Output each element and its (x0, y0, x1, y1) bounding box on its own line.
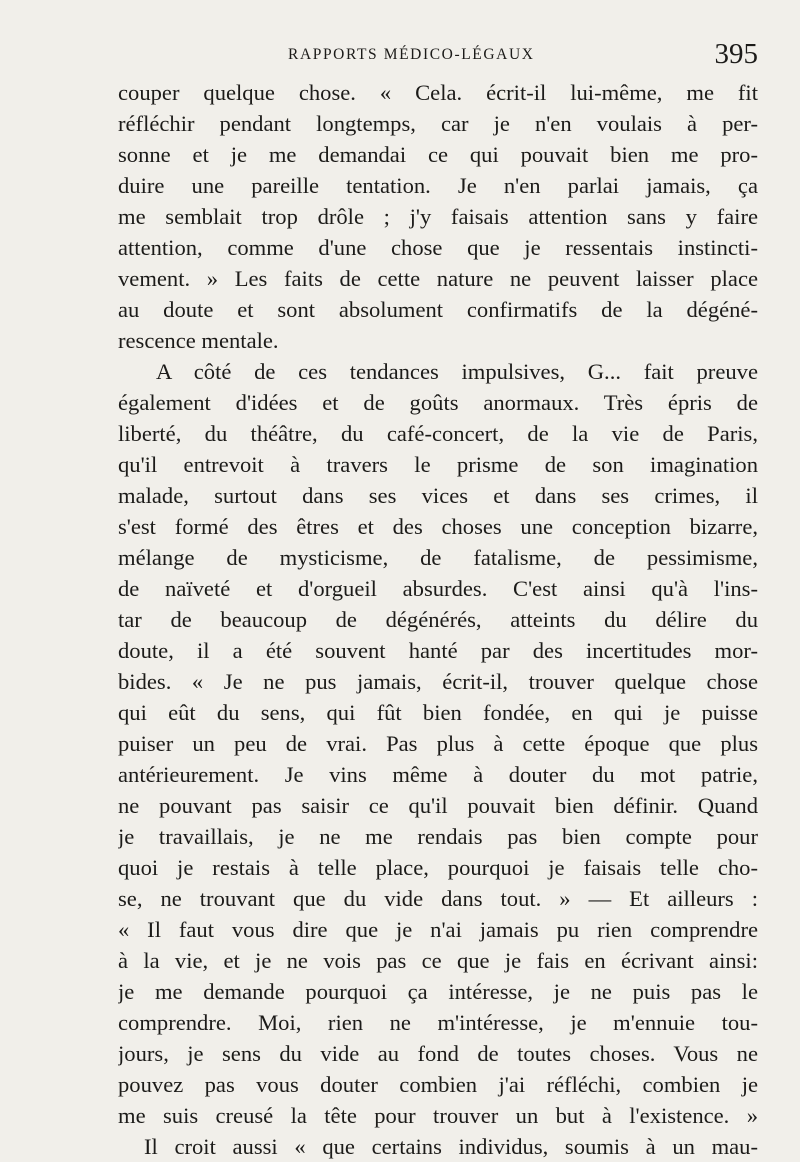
text-line: duire une pareille tentation. Je n'en parlai jamais, ça (118, 173, 758, 198)
text-line: pouvez pas vous douter combien j'ai réfléchi, combien je (118, 1072, 758, 1097)
text-line: qui eût du sens, qui fût bien fondée, en qui je puisse (118, 700, 758, 725)
running-title: RAPPORTS MÉDICO-LÉGAUX (288, 46, 535, 63)
page-number: 395 (714, 38, 758, 70)
text-line: rescence mentale. (118, 328, 279, 353)
text-line: puiser un peu de vrai. Pas plus à cette époque que plus (118, 731, 758, 756)
page-header (118, 40, 758, 70)
text-line: vement. » Les faits de cette nature ne peuvent laisser place (118, 266, 758, 291)
text-line: Il croit aussi « que certains individus, soumis à un mau- (144, 1134, 758, 1159)
text-line: au doute et sont absolument confirmatifs de la dégéné- (118, 297, 758, 322)
text-line: attention, comme d'une chose que je ressentais instincti- (118, 235, 758, 260)
body-text (118, 77, 758, 1162)
text-line: réfléchir pendant longtemps, car je n'en voulais à per- (118, 111, 758, 136)
text-line: liberté, du théâtre, du café-concert, de la vie de Paris, (118, 421, 758, 446)
text-line: de naïveté et d'orgueil absurdes. C'est ainsi qu'à l'ins- (118, 576, 758, 601)
text-line: tar de beaucoup de dégénérés, atteints du délire du (118, 607, 758, 632)
text-line: je travaillais, je ne me rendais pas bien compte pour (118, 824, 758, 849)
text-line: à la vie, et je ne vois pas ce que je fais en écrivant ainsi: (118, 948, 758, 973)
text-line: me suis creusé la tête pour trouver un but à l'existence. » (118, 1103, 758, 1128)
text-line: doute, il a été souvent hanté par des incertitudes mor- (118, 638, 758, 663)
text-line: s'est formé des êtres et des choses une conception bizarre, (118, 514, 758, 539)
text-line: quoi je restais à telle place, pourquoi je faisais telle cho- (118, 855, 758, 880)
text-line: se, ne trouvant que du vide dans tout. » — Et ailleurs : (118, 886, 758, 911)
text-line: A côté de ces tendances impulsives, G... fait preuve (156, 359, 758, 384)
text-line: bides. « Je ne pus jamais, écrit-il, trouver quelque chose (118, 669, 758, 694)
text-line: comprendre. Moi, rien ne m'intéresse, je m'ennuie tou- (118, 1010, 758, 1035)
text-line: me semblait trop drôle ; j'y faisais attention sans y faire (118, 204, 758, 229)
text-line: sonne et je me demandai ce qui pouvait bien me pro- (118, 142, 758, 167)
text-line: ne pouvant pas saisir ce qu'il pouvait bien définir. Quand (118, 793, 758, 818)
text-line: je me demande pourquoi ça intéresse, je ne puis pas le (118, 979, 758, 1004)
text-line: jours, je sens du vide au fond de toutes choses. Vous ne (118, 1041, 758, 1066)
text-line: qu'il entrevoit à travers le prisme de son imagination (118, 452, 758, 477)
text-line: mélange de mysticisme, de fatalisme, de pessimisme, (118, 545, 758, 570)
text-line: « Il faut vous dire que je n'ai jamais pu rien comprendre (118, 917, 758, 942)
text-line: couper quelque chose. « Cela. écrit-il lui-même, me fit (118, 80, 758, 105)
text-line: malade, surtout dans ses vices et dans ses crimes, il (118, 483, 758, 508)
text-line: antérieurement. Je vins même à douter du mot patrie, (118, 762, 758, 787)
text-line: également d'idées et de goûts anormaux. Très épris de (118, 390, 758, 415)
